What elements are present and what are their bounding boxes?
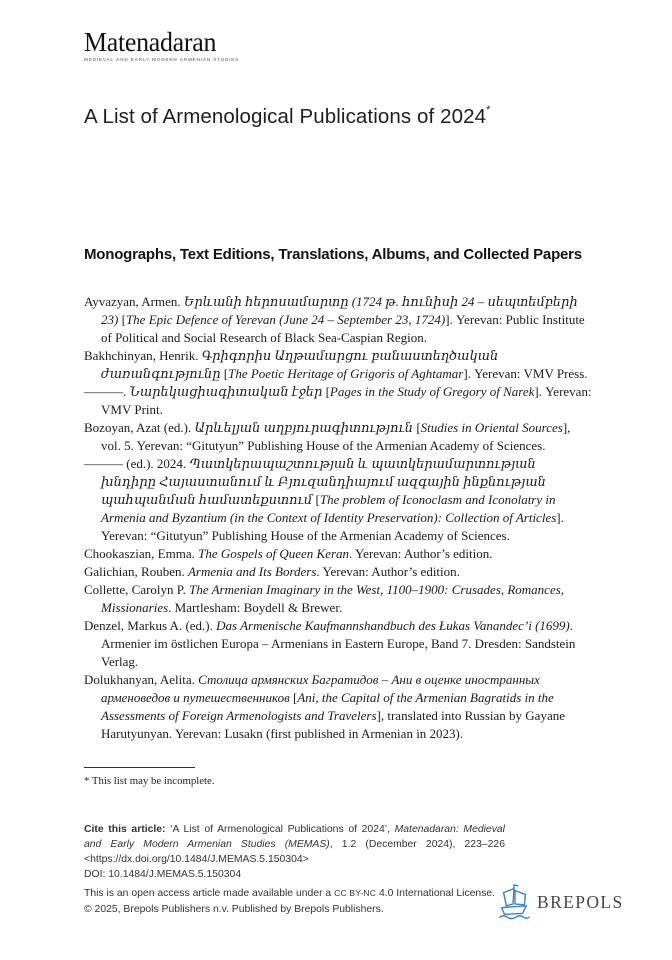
section-heading: Monographs, Text Editions, Translations, Albums, and Collected Papers: [84, 246, 582, 263]
text-segment: The Armenian Imaginary in the West, 1100–1900: Crusades, Romances, Missionaries: [101, 582, 565, 615]
text-segment: ———.: [84, 384, 130, 399]
ship-icon: [495, 882, 533, 922]
license-line-1: [84, 886, 524, 902]
text-segment: Պատկերապաշտության և պատկերամարտության խնդիրը Հայաստանում և Բյուզանդիայում ազգային ինքնության պահպանման համատեքստում: [101, 456, 546, 507]
text-segment: Bakhchinyan, Henrik.: [84, 348, 202, 363]
journal-logo-title: Matenadaran: [84, 27, 217, 57]
text-segment: Armenia and Its Borders: [187, 564, 317, 579]
doi-link[interactable]: DOI: 10.1484/J.MEMAS.5.150304: [84, 869, 242, 880]
text-segment: Երևանի հերոսամարտը (1724 թ. հունիսի 24 – սեպտեմբերի 23): [101, 294, 578, 327]
article-title-text: A List of Armenological Publications of 2024: [84, 105, 487, 128]
text-segment: . Armenier im östlichen Europa – Armenians in Eastern Europe, Band 7. Dresden: Sandstein Verlag.: [101, 618, 576, 669]
text-segment: ], translated into Russian by Gayane Harutyunyan. Yerevan: Lusakn (first published in Armenian in 2023).: [101, 708, 565, 741]
text-segment: CC BY-NC: [334, 888, 377, 898]
text-segment: Ani, the Capital of the Armenian Bagratids in the Assessments of Foreign Armenologists and Travelers: [101, 690, 554, 723]
text-segment: This is an open access article made available under a: [84, 888, 335, 899]
text-segment: [: [118, 312, 126, 327]
footnote-rule: [84, 767, 195, 768]
text-segment: ]. Yerevan: VMV Press.: [463, 366, 588, 381]
text-segment: [: [322, 384, 330, 399]
text-segment: Столица армянских Багратидов – Ани в оценке иностранных арменоведов и путешественников: [101, 672, 540, 705]
text-segment: Chookaszian, Emma.: [84, 546, 199, 561]
text-segment: . Yerevan: Author’s edition.: [349, 546, 493, 561]
bibliography-entry: [84, 419, 592, 455]
masthead-logo: [84, 29, 239, 63]
title-footnote-marker: *: [486, 104, 491, 116]
text-segment: Collette, Carolyn P.: [84, 582, 190, 597]
bibliography-entry: [84, 671, 592, 743]
text-segment: Dolukhanyan, Aelita.: [84, 672, 199, 687]
text-segment: Matenadaran: Medieval and Early Modern Armenian Studies (MEMAS): [84, 824, 505, 850]
text-segment: ——— (ed.). 2024.: [84, 456, 190, 471]
brepols-logo: [495, 882, 624, 922]
text-segment: 4.0 International License.: [376, 888, 496, 899]
text-segment: Denzel, Markus A. (ed.).: [84, 618, 217, 633]
text-segment: Pages in the Study of Gregory of Narek: [329, 384, 535, 399]
bibliography-entry: [84, 347, 592, 383]
text-segment: Bozoyan, Azat (ed.).: [84, 420, 195, 435]
text-segment: Գրիգորիս Աղթամարցու բանաստեղծական ժառանգությունը: [101, 348, 499, 381]
article-title: [84, 104, 491, 129]
text-segment: Cite this article:: [84, 824, 171, 835]
cite-article-block: [84, 822, 505, 867]
text-segment: The Gospels of Queen Keran: [198, 546, 350, 561]
brepols-wordmark: BREPOLS: [537, 891, 624, 912]
bibliography-entry: [84, 545, 592, 563]
text-segment: [: [413, 420, 421, 435]
license-block: [84, 886, 524, 917]
text-segment: ], vol. 5. Yerevan: “Gitutyun” Publishing House of the Armenian Academy of Sciences.: [101, 420, 571, 453]
text-segment: [: [220, 366, 229, 381]
bibliography-entry: [84, 581, 592, 617]
text-segment: The Poetic Heritage of Grigoris of Aghtamar: [228, 366, 464, 381]
text-segment: . Yerevan: Author’s edition.: [316, 564, 460, 579]
text-segment: ‘A List of Armenological Publications of 2024’,: [170, 824, 395, 835]
bibliography-list: [84, 293, 592, 743]
text-segment: Ayvazyan, Armen.: [84, 294, 184, 309]
bibliography-entry: [84, 563, 592, 581]
bibliography-entry: [84, 617, 592, 671]
text-segment: , 1.2 (December 2024), 223–226: [329, 839, 505, 850]
text-segment: [: [312, 492, 320, 507]
text-segment: Արևելյան աղբյուրագիտություն: [194, 420, 414, 435]
bibliography-entry: [84, 293, 592, 347]
text-segment: . Martlesham: Boydell & Brewer.: [168, 600, 343, 615]
text-segment: The Epic Defence of Yerevan (June 24 – September 23, 1724): [125, 312, 446, 327]
text-segment: ]. Yerevan: Public Institute of Political and Social Research of Black Sea-Caspian Region.: [101, 312, 585, 345]
text-segment: [: [289, 690, 298, 705]
text-segment: Galichian, Rouben.: [84, 564, 188, 579]
text-segment: The problem of Iconoclasm and Iconolatry in Armenia and Byzantium (in the Context of Identity Preservation): Collection of Articles: [101, 492, 557, 525]
text-segment: Նարեկացիագիտական էջեր: [129, 384, 323, 399]
text-segment: Das Armenische Kaufmannshandbuch des Łukas Vanandec’i (1699): [216, 618, 570, 633]
license-line-2: © 2025, Brepols Publishers n.v. Published by Brepols Publishers.: [84, 903, 384, 915]
footnote-text: * This list may be incomplete.: [84, 775, 215, 787]
journal-logo-subtitle: MEDIEVAL AND EARLY MODERN ARMENIAN STUDIES: [84, 58, 239, 63]
bibliography-entry: [84, 383, 592, 419]
text-segment: Studies in Oriental Sources: [420, 420, 563, 435]
bibliography-entry: [84, 455, 592, 545]
text-segment: ]. Yerevan: “Gitutyun” Publishing House of the Armenian Academy of Sciences.: [101, 510, 564, 543]
text-segment: ]. Yerevan: VMV Print.: [101, 384, 592, 417]
text-segment: <https://dx.doi.org/10.1484/J.MEMAS.5.150304>: [84, 854, 309, 865]
